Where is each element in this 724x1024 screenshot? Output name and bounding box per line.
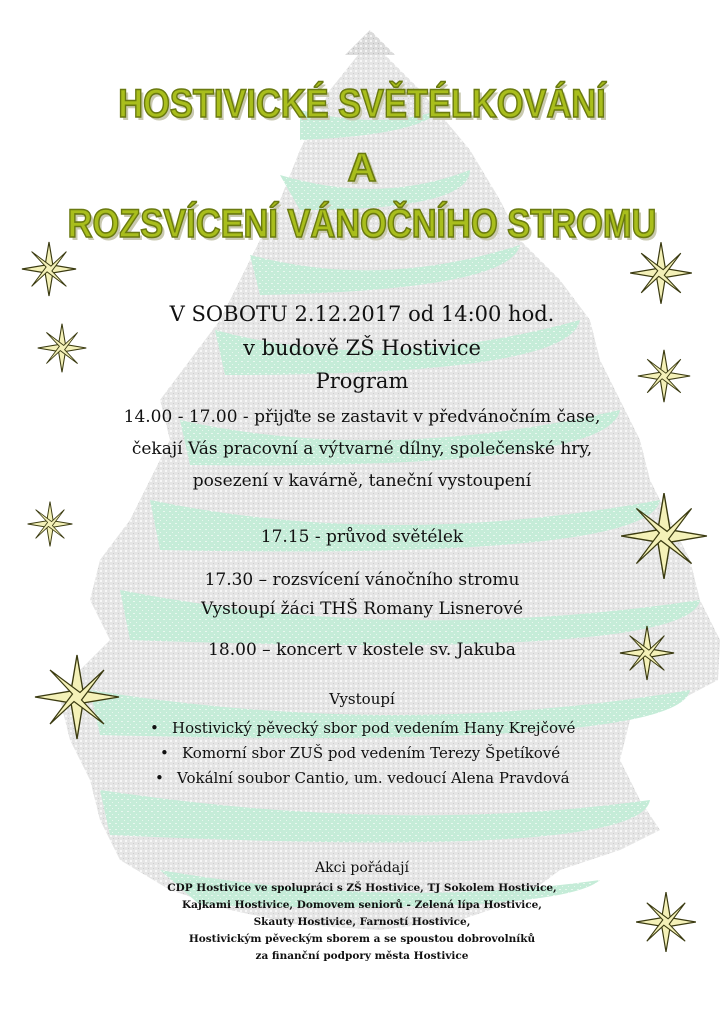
organizers-line: za finanční podpory města Hostivice	[255, 950, 469, 962]
event-date: V SOBOTU 2.12.2017 od 14:00 hod.	[169, 302, 555, 326]
title-line-2: A	[347, 146, 377, 190]
program-line: 17.15 - průvod světélek	[260, 527, 464, 547]
organizers-line: Skauty Hostivice, Farností Hostivice,	[253, 916, 471, 928]
program-line: Vystoupí žáci THŠ Romany Lisnerové	[200, 599, 524, 619]
program-line: 18.00 – koncert v kostele sv. Jakuba	[208, 640, 516, 660]
program-line: 17.30 – rozsvícení vánočního stromu	[204, 570, 520, 590]
organizers-line: CDP Hostivice ve spolupráci s ZŠ Hostivice, TJ Sokolem Hostivice,	[167, 882, 557, 894]
title-line-1: HOSTIVICKÉ SVĚTÉLKOVÁNÍ	[118, 82, 606, 126]
organizers-line: Kajkami Hostivice, Domovem seniorů - Zelená lípa Hostivice,	[182, 899, 542, 911]
performers-list	[150, 716, 575, 791]
program-heading: Program	[315, 369, 409, 393]
title-line-3: ROZSVÍCENÍ VÁNOČNÍHO STROMU	[67, 202, 657, 246]
program-line: čekají Vás pracovní a výtvarné dílny, společenské hry,	[131, 439, 593, 459]
star-icon	[20, 240, 78, 298]
program-line: 14.00 - 17.00 - přijďte se zastavit v předvánočním čase,	[123, 407, 601, 427]
program-line: posezení v kavárně, taneční vystoupení	[192, 471, 532, 491]
list-item: • Hostivický pěvecký sbor pod vedením Hany Krejčové	[150, 716, 575, 741]
list-item: • Vokální soubor Cantio, um. vedoucí Alena Pravdová	[150, 766, 575, 791]
event-place: v budově ZŠ Hostivice	[243, 336, 481, 360]
organizers-line: Hostivickým pěveckým sborem a se spoustou dobrovolníků	[188, 933, 536, 945]
list-item: • Komorní sbor ZUŠ pod vedením Terezy Špetíkové	[150, 741, 575, 766]
performers-heading: Vystoupí	[329, 690, 395, 708]
star-icon	[628, 240, 694, 306]
organizers-heading: Akci pořádají	[315, 860, 409, 876]
